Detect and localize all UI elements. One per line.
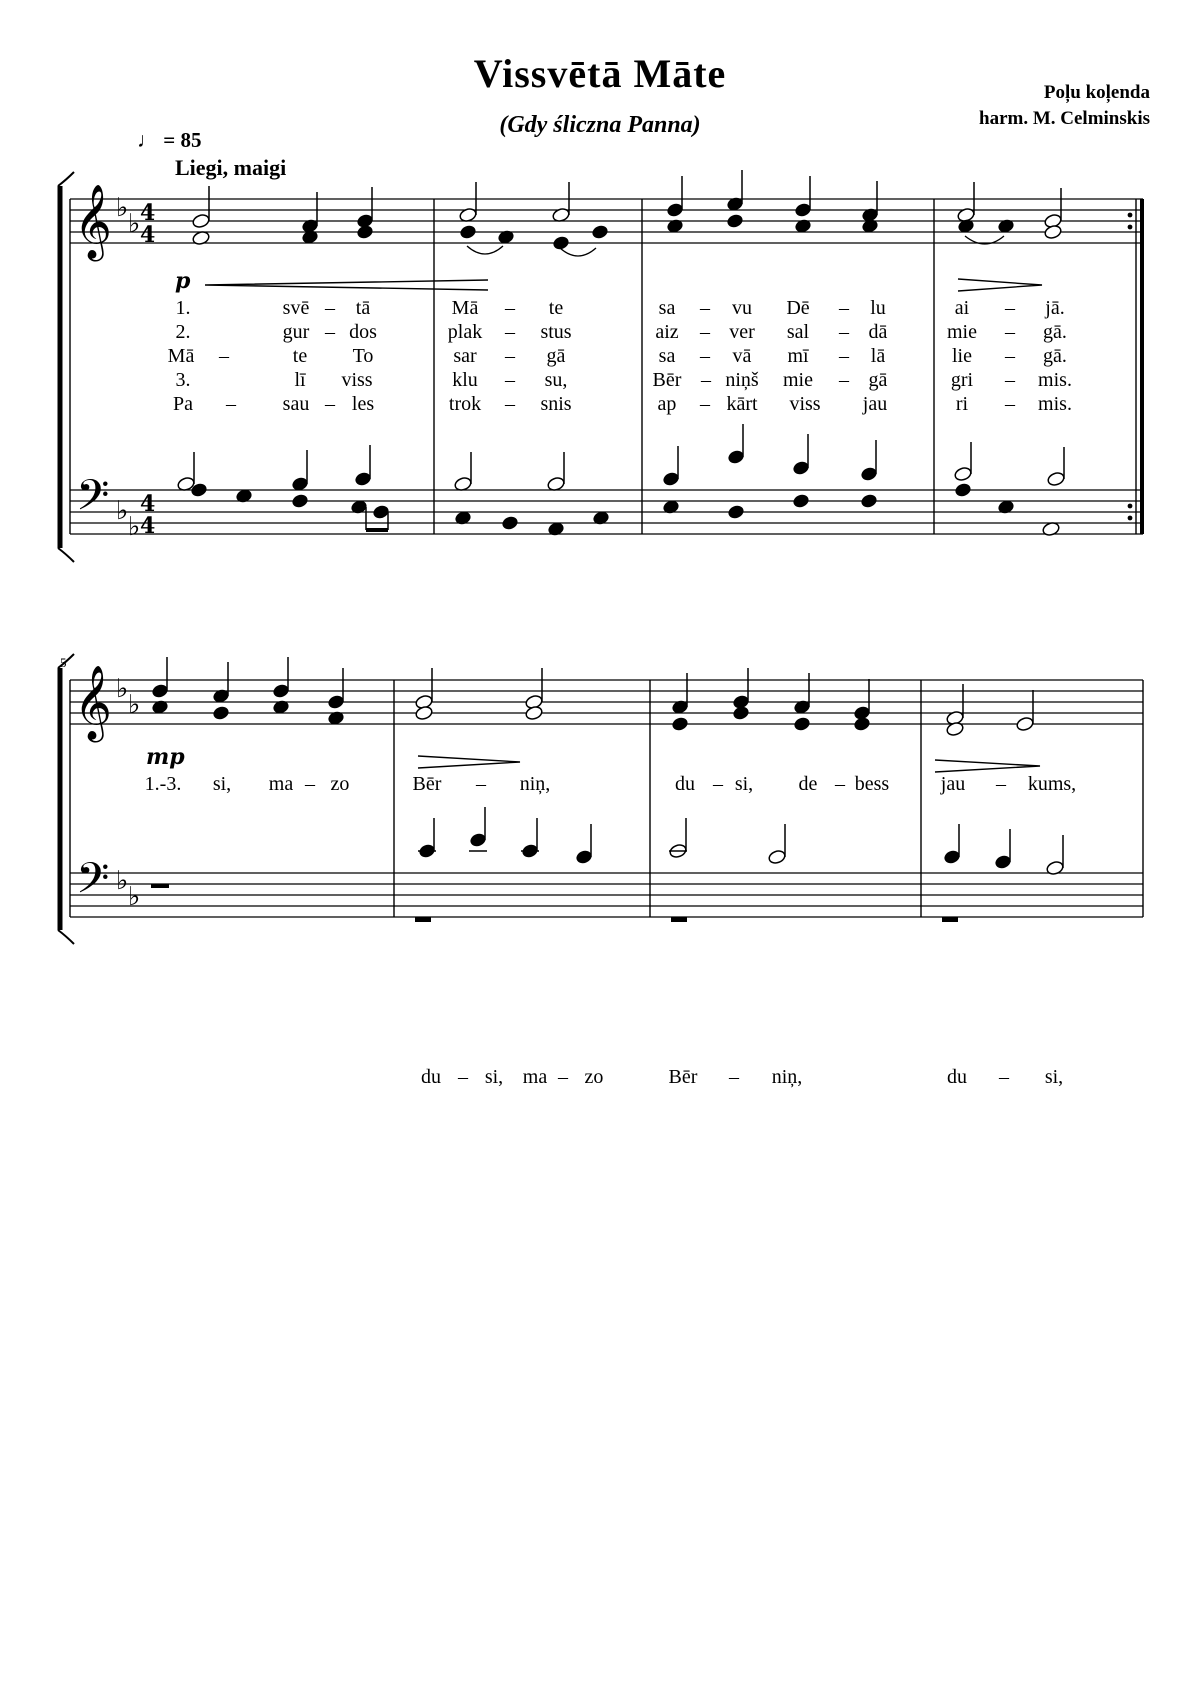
lyric-verse-line: – (505, 297, 515, 319)
slurs (467, 236, 1004, 256)
lyric-verse-line: – (219, 345, 229, 367)
lyric-verse-line: mie (783, 369, 813, 391)
lyric-refrain: si, (212, 773, 232, 795)
lyric-verse-line: – (700, 345, 710, 367)
lyric-verse-line: klu (452, 369, 478, 391)
lyric-verse-line: aiz (655, 321, 679, 343)
lyric-lower: ma (522, 1066, 548, 1088)
page-title: Vissvētā Māte (473, 51, 727, 96)
time-signatures (140, 200, 155, 539)
lyric-verse-line: sal (786, 321, 810, 343)
lyric-verse-line: dos (349, 321, 377, 343)
svg-text:𝄞: 𝄞 (74, 185, 112, 259)
lyric-verse-line: snis (540, 393, 572, 415)
lyric-verse-line: mī (787, 345, 809, 367)
lyric-verse-line: – (325, 297, 335, 319)
key-signatures (116, 193, 140, 912)
lyric-refrain: niņ, (519, 773, 551, 795)
lyric-verse-line: sa (658, 297, 676, 319)
lyric-lower: niņ, (771, 1066, 803, 1088)
lyric-refrain: – (476, 773, 486, 795)
lyric-verse-line: – (701, 369, 711, 391)
lyric-verse-line: lie (952, 345, 972, 367)
lyric-refrain: si, (734, 773, 754, 795)
lyric-verse-line: 3. (175, 369, 191, 391)
lyric-verse-line: vu (732, 297, 752, 319)
svg-text:𝄢: 𝄢 (76, 471, 110, 531)
lyric-verse-line: dā (868, 321, 888, 343)
lyric-verse-line: gur (282, 321, 310, 343)
svg-text:♭: ♭ (128, 882, 141, 912)
svg-text:4: 4 (140, 200, 156, 226)
lyric-verse-line: viss (341, 369, 373, 391)
lyric-verse-line: stus (540, 321, 572, 343)
hairpins (205, 279, 1042, 772)
lyric-verse-line: lī (294, 369, 306, 391)
lyric-refrain: – (835, 773, 845, 795)
lyric-verse-line: – (839, 345, 849, 367)
svg-text:𝄞: 𝄞 (74, 666, 112, 740)
lyric-verse-line: mie (947, 321, 977, 343)
lyric-verse-line: viss (789, 393, 821, 415)
lyric-verse-line: – (839, 369, 849, 391)
lyric-refrain: Bēr (412, 773, 442, 795)
lyric-lower: – (999, 1066, 1009, 1088)
lyric-verse-line: te (292, 345, 308, 367)
lyric-verse-line: ai (954, 297, 970, 319)
lyric-verse-line: – (325, 393, 335, 415)
lyric-refrain: zo (330, 773, 350, 795)
lyric-lower: – (558, 1066, 568, 1088)
lyric-verse-line: te (548, 297, 564, 319)
lyric-refrain: – (713, 773, 723, 795)
staff-lines (70, 199, 1143, 917)
svg-text:♭: ♭ (116, 866, 129, 896)
lyric-verse-line: 2. (175, 321, 191, 343)
lyric-verse-line: les (351, 393, 375, 415)
dynamic-mp: mp (146, 744, 185, 770)
clefs (74, 185, 112, 914)
svg-text:♭: ♭ (116, 674, 129, 704)
lyric-lower: – (729, 1066, 739, 1088)
lyric-verse-line: – (505, 345, 515, 367)
tempo-mark: ♩ = 85 (137, 128, 202, 152)
lyric-refrain: du (675, 773, 695, 795)
lyric-verse-line: lā (870, 345, 886, 367)
lyric-verse-line: gā. (1043, 321, 1067, 343)
lyric-verse-line: vā (732, 345, 752, 367)
lyric-verse-line: – (700, 393, 710, 415)
lyric-lower: du (947, 1066, 967, 1088)
lyric-verse-line: ap (657, 393, 677, 415)
measure-number: 5 (60, 655, 67, 670)
lyric-verse-line: jā. (1045, 297, 1065, 319)
lyric-verse-line: mis. (1038, 393, 1072, 415)
lyric-verse-line: To (352, 345, 374, 367)
lyric-verse-line: mis. (1038, 369, 1072, 391)
lyric-verse-line: 1. (175, 297, 191, 319)
lyric-verse-line: ver (729, 321, 755, 343)
lyric-verse-line: Mā (167, 345, 195, 367)
lyric-refrain: – (996, 773, 1006, 795)
lyric-refrain: bess (854, 773, 890, 795)
lyric-verse-line: – (1005, 393, 1015, 415)
lyric-verse-line: Pa (173, 393, 193, 415)
svg-text:4: 4 (140, 513, 156, 539)
lyric-verse-line: – (1005, 345, 1015, 367)
lyric-verse-line: – (1005, 321, 1015, 343)
lyric-verse-line: trok (448, 393, 482, 415)
lyric-verse-line: su, (544, 369, 568, 391)
lyric-verse-line: – (700, 297, 710, 319)
lyric-refrain: kums, (1027, 773, 1077, 795)
page-subtitle: (Gdy śliczna Panna) (499, 112, 701, 138)
lyric-verse-line: – (839, 321, 849, 343)
lyric-verse-line: – (700, 321, 710, 343)
svg-text:♭: ♭ (128, 512, 141, 542)
lyric-verse-line: sau (282, 393, 310, 415)
lyric-refrain: 1.-3. (144, 773, 182, 795)
lyric-verse-line: kārt (726, 393, 758, 415)
svg-text:♭: ♭ (128, 209, 141, 239)
lyric-verse-line: sa (658, 345, 676, 367)
svg-text:♭: ♭ (116, 496, 129, 526)
lyric-verse-line: gā (546, 345, 566, 367)
lyric-verse-line: gri (950, 369, 974, 391)
lyric-verse-line: tā (355, 297, 371, 319)
lyric-verse-line: Mā (451, 297, 479, 319)
composer-origin: Poļu koļenda (1043, 82, 1150, 103)
lyric-verse-line: – (839, 297, 849, 319)
lyric-verse-line: svē (282, 297, 310, 319)
lyric-verse-line: – (1005, 369, 1015, 391)
lyric-verse-line: gā (868, 369, 888, 391)
lyric-refrain: ma (268, 773, 294, 795)
lyric-lower: – (458, 1066, 468, 1088)
lyric-refrain: – (305, 773, 315, 795)
lyric-verse-line: – (505, 369, 515, 391)
lyric-verse-line: – (505, 321, 515, 343)
lyric-verse-line: lu (870, 297, 886, 319)
lyric-verse-line: – (226, 393, 236, 415)
svg-text:4: 4 (140, 491, 156, 517)
dynamic-p: p (175, 268, 191, 294)
lyric-lower: zo (584, 1066, 604, 1088)
noteheads-system1 (177, 170, 1066, 537)
lyric-verse-line: – (1005, 297, 1015, 319)
repeat-dots (1128, 213, 1133, 521)
lyric-lower: si, (1044, 1066, 1064, 1088)
lyric-verse-line: niņš (725, 369, 759, 391)
lyric-refrain: jau (940, 773, 966, 795)
lyric-verse-line: sar (453, 345, 477, 367)
svg-text:♭: ♭ (128, 690, 141, 720)
lyric-verse-line: – (505, 393, 515, 415)
lyric-verse-line: Dē (786, 297, 810, 319)
lyric-verse-line: gā. (1043, 345, 1067, 367)
lyric-refrain: de (798, 773, 818, 795)
lyric-verse-line: jau (862, 393, 888, 415)
composer-arranger: harm. M. Celminskis (979, 108, 1150, 129)
svg-text:𝄢: 𝄢 (76, 854, 110, 914)
system-brackets (58, 172, 74, 944)
lyric-verse-line: ri (955, 393, 969, 415)
lyric-verse-line: – (325, 321, 335, 343)
svg-text:♭: ♭ (116, 193, 129, 223)
lyric-lower: Bēr (668, 1066, 698, 1088)
lyric-lower: du (421, 1066, 441, 1088)
expression-mark: Liegi, maigi (175, 155, 287, 180)
lyric-lower: si, (484, 1066, 504, 1088)
svg-text:4: 4 (140, 222, 156, 248)
barlines (70, 199, 1143, 917)
lyric-verse-line: plak (447, 321, 483, 343)
lyric-verse-line: Bēr (652, 369, 682, 391)
